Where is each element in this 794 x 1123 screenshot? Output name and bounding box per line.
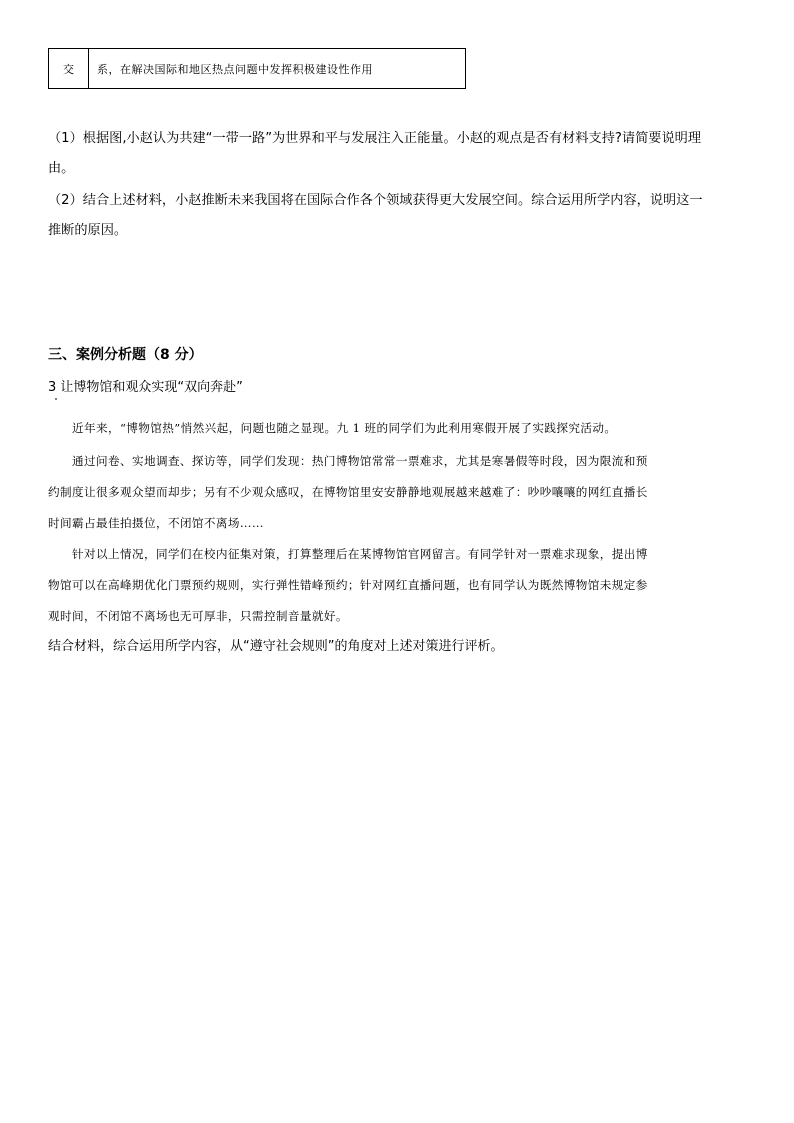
table-cell-right: 系，在解决国际和地区热点问题中发挥积极建设性作用 [97, 62, 373, 76]
material-line: 时间霸占最佳拍摄位，不闭馆不离场…… [48, 516, 264, 530]
dot-mark [55, 398, 57, 400]
material-line: 针对以上情况，同学们在校内征集对策，打算整理后在某博物馆官网留言。有同学针对一票难求现象，提出博 [48, 547, 648, 561]
material-line: 观时间，不闭馆不离场也无可厚非，只需控制音量就好。 [48, 609, 348, 623]
material-line: 通过问卷、实地调查、探访等，同学们发现：热门博物馆常常一票难求，尤其是寒暑假等时段，因为限流和预 [48, 454, 648, 468]
material-line: 物馆可以在高峰期优化门票预约规则，实行弹性错峰预约；针对网红直播问题，也有同学认为既然博物馆未规定参 [48, 578, 648, 592]
question-1-line-2: 由。 [48, 161, 75, 176]
section-title: 三、案例分析题（8 分） [48, 347, 203, 363]
material-line: 约制度让很多观众望而却步；另有不少观众感叹，在博物馆里安安静静地观展越来越难了：吵吵嚷嚷的网红直播长 [48, 485, 648, 499]
material-line: 近年来，“博物馆热”悄然兴起，问题也随之显现。九 1 班的同学们为此利用寒假开展了实践探究活动。 [48, 421, 617, 435]
table-cell-left: 交 [49, 49, 89, 88]
question-1-line-1: （1）根据图,小赵认为共建“一带一路”为世界和平与发展注入正能量。小赵的观点是否有材料支持?请简要说明理 [48, 131, 702, 146]
question-2-line-2: 推断的原因。 [48, 223, 128, 238]
table-fragment [48, 48, 466, 89]
question-2-line-1: （2）结合上述材料，小赵推断未来我国将在国际合作各个领域获得更大发展空间。综合运用所学内容，说明这一 [48, 193, 703, 208]
case-title: 3 让博物馆和观众实现“双向奔赴” [48, 380, 243, 395]
case-question: 结合材料，综合运用所学内容，从“遵守社会规则”的角度对上述对策进行评析。 [48, 639, 504, 654]
